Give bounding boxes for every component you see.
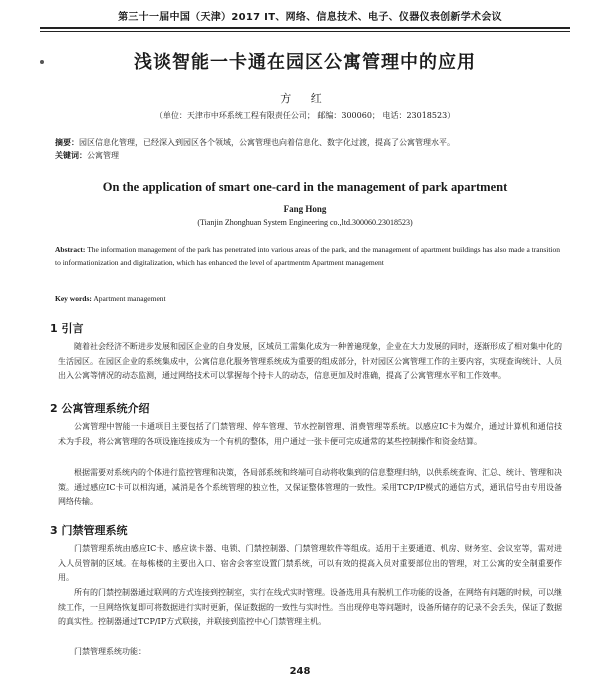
abstract-en-label: Abstract: [55,245,86,254]
body-paragraph: 门禁管理系统由感应IC卡、感应读卡器、电锁、门禁控制器、门禁管理软件等组成。适用于主要通道、机房、财务室、会议室等，需对进入人员管制的区域。在每栋楼的主要出入口、宿舍会客室设置门禁系统，可以有效的提高入员对重要部位出的管理，对工公寓的安全制重要作用。 [58,544,562,582]
abstract-en-text: The information management of the park has penetrated into various areas of the park, and the management of apartment buildings has also made a transition to informationization and digitalization, which has enhanced the level of apartmentm Apartment management [55,245,560,267]
abstract-cn-label: 摘要： [55,137,79,147]
body-paragraph: 根据需要对系统内的个体进行监控管理和决策，各局部系统和终端可自动将收集到的信息整理归纳，以供系统查询、汇总、统计、管理和决策。通过感应IC卡可以相沟通，减消是各个系统管理的独立性，又保证整体管理的一致性。采用TCP/IP模式的通信方式，通讯信号由专用设备网络传输。 [58,468,562,506]
body-paragraph: 随着社会经济不断进步发展和园区企业的自身发展，区域员工需集化成为一种普遍现象，企业在大力发展的同时，逐渐形成了相对集中化的生活园区。在园区企业的系统集成中，公寓信息化服务管理系统成为重要的组成部分，针对园区公寓管理工作的主要内容，实现查询统计、人员出入公寓等情况的动态监测，通过网络技术可以掌握每个持卡人的动态，信息更加及时准确，提高了公寓管理水平和工作效率。 [58,342,562,380]
author-en: Fang Hong [283,204,327,214]
abstract-en [55,243,560,269]
abstract-cn-text: 园区信息化管理，已经深入到园区各个领域，公寓管理也向着信息化、数字化过渡，提高了公寓管理水平。 [79,138,455,147]
page-number: 248 [289,666,311,677]
affiliation-cn: （单位：天津市中环系统工程有限责任公司； 邮编：300060； 电话：23018523） [154,111,456,120]
header-rule-thin [40,31,570,32]
abstract-cn-block [55,136,560,162]
running-header: 第三十一届中国（天津）2017 IT、网络、信息技术、电子、仪器仪表创新学术会议 [118,12,502,23]
keywords-en-text: Apartment management [93,294,166,303]
section-heading-3: 3 门禁管理系统 [50,524,128,537]
keywords-cn-label: 关键词： [55,150,87,160]
body-paragraph: 公寓管理中智能一卡通项目主要包括了门禁管理、停车管理、节水控制管理、消费管理等系统。以感应IC卡为媒介，通过计算机和通信技术为手段，将公寓管理的各项设施连接成为一个有机的整体，用户通过一张卡便可完成通常的某些控制操作和资金结算。 [58,422,562,446]
body-paragraph: 门禁管理系统功能： [74,647,146,656]
keywords-en-label: Key words: [55,294,92,303]
section-heading-2: 2 公寓管理系统介绍 [50,402,150,415]
keywords-en [55,294,560,303]
body-paragraph: 所有的门禁控制器通过联网的方式连接到控制室，实行在线式实时管理。设备选用具有脱机工作功能的设备，在网络有问题的时候，可以继续工作，一旦网络恢复即可将数据进行实时更新，保证数据的一致性与实时性。当出现停电等问题时，设备所储存的记录不会丢失，保证了数据的真实性。控制器通过TCP/IP方式联接，并联接到监控中心门禁管理主机。 [58,588,562,626]
paper-title-en: On the application of smart one-card in the management of park apartment [102,180,508,194]
affiliation-en: (Tianjin Zhonghuan System Engineering co.,ltd.300060.23018523) [197,218,413,227]
author-cn: 方 红 [280,92,330,105]
header-rule [40,27,570,29]
section-heading-1: 1 引言 [50,322,84,335]
paper-title-cn: 浅谈智能一卡通在园区公寓管理中的应用 [134,52,476,73]
keywords-cn-text: 公寓管理 [87,151,119,160]
keywords-cn [55,149,560,162]
abstract-cn [55,136,560,149]
